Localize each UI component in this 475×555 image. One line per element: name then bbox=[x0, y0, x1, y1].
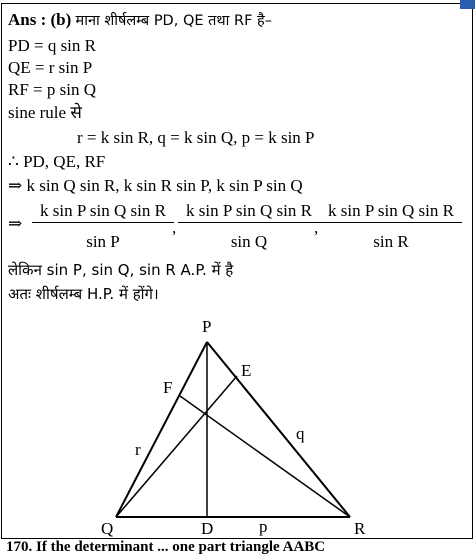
answer-label: Ans : (b) bbox=[8, 10, 72, 29]
fraction-2-denominator: sin Q bbox=[230, 232, 268, 251]
fraction-3-denominator: sin R bbox=[373, 232, 409, 251]
vertex-p-label: P bbox=[202, 317, 212, 336]
corner-mark bbox=[460, 0, 475, 9]
side-pq bbox=[116, 342, 207, 517]
therefore-line: ∴ PD, QE, RF bbox=[8, 152, 106, 171]
foot-e-label: E bbox=[241, 361, 252, 380]
fraction-2 bbox=[178, 200, 320, 255]
sine-rule-label: sine rule से bbox=[8, 103, 82, 122]
fraction-3 bbox=[320, 200, 462, 255]
conclusion-1: लेकिन sin P, sin Q, sin R A.P. में है bbox=[8, 261, 234, 279]
equation-qe: QE = r sin P bbox=[8, 58, 93, 77]
side-r-label: r bbox=[135, 440, 141, 459]
answer-intro: माना शीर्षलम्ब PD, QE तथा RF है– bbox=[75, 13, 272, 29]
fraction-1-numerator: k sin P sin Q sin R bbox=[32, 200, 174, 223]
foot-f-label: F bbox=[163, 378, 173, 397]
side-q-label: q bbox=[296, 424, 305, 443]
fraction-row bbox=[8, 200, 468, 252]
answer-line bbox=[8, 10, 272, 31]
fraction-1-denominator: sin P bbox=[86, 232, 120, 251]
implies-line: ⇒ k sin Q sin R, k sin R sin P, k sin P sin Q bbox=[8, 176, 303, 195]
fraction-3-numerator: k sin P sin Q sin R bbox=[320, 200, 462, 223]
vertex-q-label: Q bbox=[101, 519, 114, 538]
vertex-r-label: R bbox=[354, 519, 366, 538]
side-pr bbox=[207, 342, 350, 517]
side-p-label: p bbox=[259, 517, 268, 536]
fraction-1 bbox=[32, 200, 177, 255]
triangle-diagram bbox=[88, 314, 388, 540]
implies-symbol: ⇒ bbox=[8, 214, 23, 233]
equation-pd: PD = q sin R bbox=[8, 36, 96, 55]
next-question-fragment: 170. If the determinant ... one part triangle AABC bbox=[6, 539, 326, 555]
comma-2: , bbox=[314, 218, 319, 237]
sine-rule-equation: r = k sin R, q = k sin Q, p = k sin P bbox=[77, 128, 315, 147]
fraction-2-numerator: k sin P sin Q sin R bbox=[178, 200, 320, 223]
comma-1: , bbox=[172, 218, 177, 237]
conclusion-2: अतः शीर्षलम्ब H.P. में होंगे। bbox=[8, 285, 159, 303]
equation-rf: RF = p sin Q bbox=[8, 80, 96, 99]
foot-d-label: D bbox=[201, 519, 214, 538]
